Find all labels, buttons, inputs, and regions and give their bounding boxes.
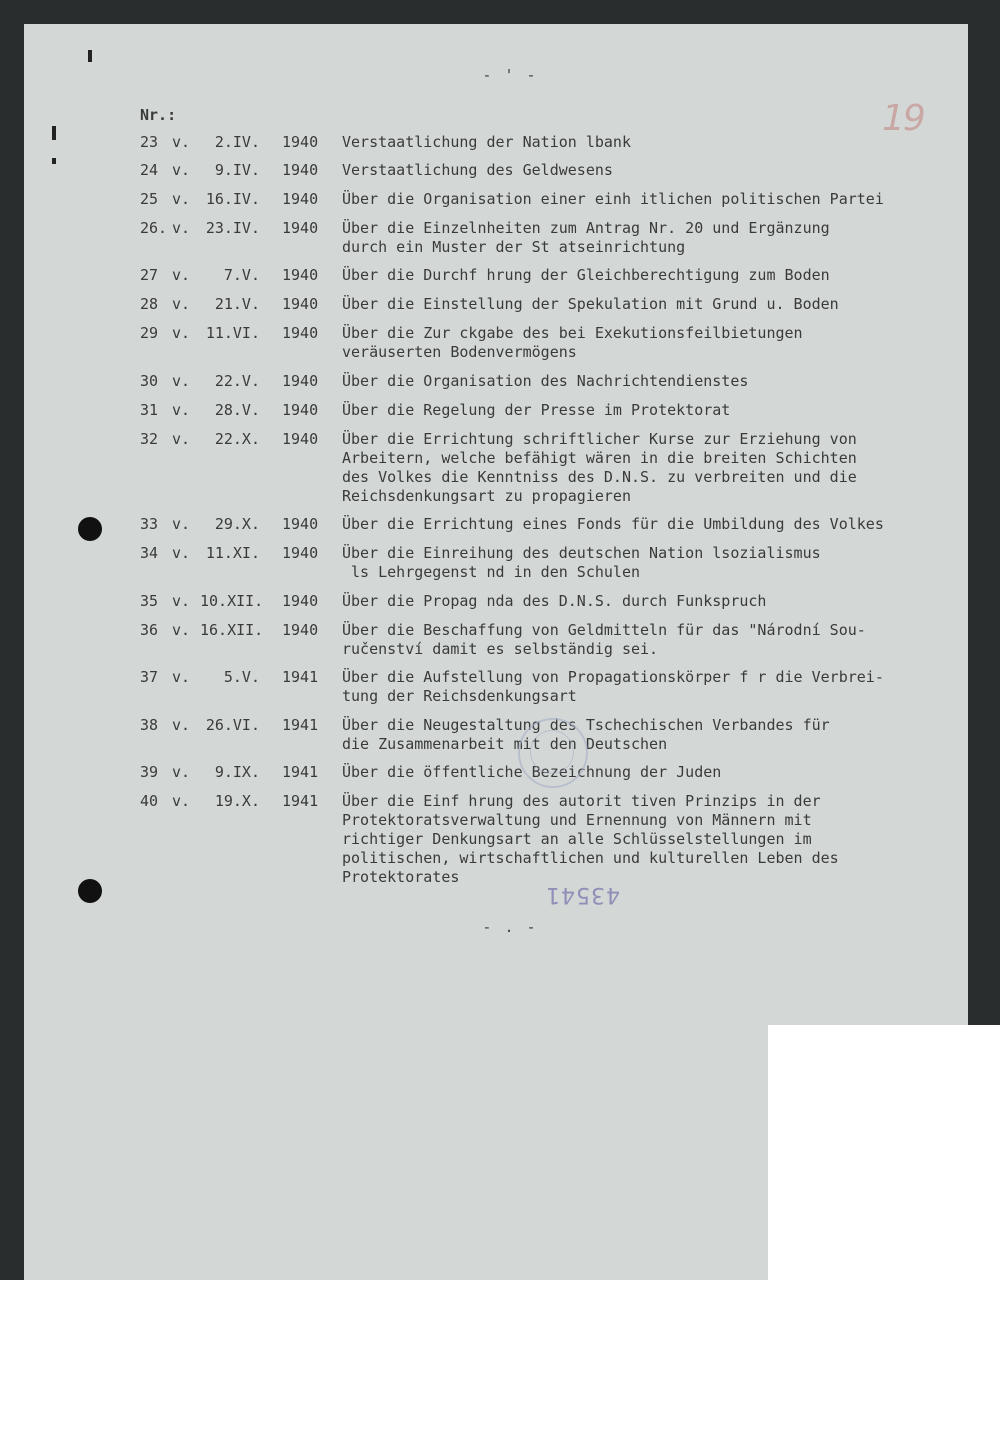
header-label: Nr.: xyxy=(140,106,177,124)
entry-prefix: v. xyxy=(172,792,191,810)
inventory-number-stamp: 43541 xyxy=(545,882,620,907)
entry-date: 23.IV. xyxy=(205,219,260,237)
entry-date: 9.IV. xyxy=(214,161,260,179)
entry-year: 1941 xyxy=(282,763,319,781)
entry-number: 40 xyxy=(140,792,159,810)
entry-number: 25 xyxy=(140,190,159,208)
bottom-page-marker: - . - xyxy=(482,918,538,936)
entry-date: 19.X. xyxy=(214,792,260,810)
entry-text: Über die Zur ckgabe des bei Exekutionsfeilbietungen veräuserten Bodenvermögens xyxy=(342,324,803,361)
entry-text: Über die Organisation einer einh itlichen politischen Partei xyxy=(342,190,884,208)
entry-prefix: v. xyxy=(172,190,191,208)
entry-date: 22.X. xyxy=(214,430,260,448)
entry-number: 28 xyxy=(140,295,159,313)
entry-year: 1941 xyxy=(282,668,319,686)
entry-prefix: v. xyxy=(172,295,191,313)
entry-number: 34 xyxy=(140,544,159,562)
entry-date: 2.IV. xyxy=(214,133,260,151)
entry-prefix: v. xyxy=(172,621,191,639)
entry-date: 5.V. xyxy=(223,668,260,686)
entry-year: 1940 xyxy=(282,161,319,179)
margin-mark xyxy=(52,158,56,164)
entry-number: 32 xyxy=(140,430,159,448)
entry-date: 9.IX. xyxy=(214,763,260,781)
entry-year: 1940 xyxy=(282,266,319,284)
entry-prefix: v. xyxy=(172,430,191,448)
entry-text: Verstaatlichung der Nation lbank xyxy=(342,133,631,151)
entry-number: 33 xyxy=(140,515,159,533)
entry-number: 36 xyxy=(140,621,159,639)
entry-date: 29.X. xyxy=(214,515,260,533)
punch-hole xyxy=(78,517,102,541)
entry-prefix: v. xyxy=(172,544,191,562)
scan-backdrop-right xyxy=(968,0,1000,1025)
entry-year: 1940 xyxy=(282,621,319,639)
entry-text: Über die Neugestaltung des Tschechischen Verbandes für die Zusammenarbeit mit den Deutschen xyxy=(342,716,830,753)
entry-prefix: v. xyxy=(172,515,191,533)
entry-text: Über die öffentliche Bezeichnung der Juden xyxy=(342,763,722,781)
entry-year: 1940 xyxy=(282,401,319,419)
entry-text: Verstaatlichung des Geldwesens xyxy=(342,161,613,179)
entry-number: 29 xyxy=(140,324,159,342)
entry-prefix: v. xyxy=(172,401,191,419)
entry-prefix: v. xyxy=(172,668,191,686)
entry-prefix: v. xyxy=(172,161,191,179)
entry-number: 38 xyxy=(140,716,159,734)
entry-text: Über die Beschaffung von Geldmitteln für das "Národní Sou- ručenství damit es selbständig sei. xyxy=(342,621,866,658)
entry-text: Über die Propag nda des D.N.S. durch Funkspruch xyxy=(342,592,767,610)
entry-date: 28.V. xyxy=(214,401,260,419)
entry-text: Über die Aufstellung von Propagationskörper f r die Verbrei- tung der Reichsdenkungsart xyxy=(342,668,884,705)
entry-year: 1940 xyxy=(282,295,319,313)
entry-number: 24 xyxy=(140,161,159,179)
entry-year: 1940 xyxy=(282,544,319,562)
entry-year: 1940 xyxy=(282,372,319,390)
entry-prefix: v. xyxy=(172,324,191,342)
entry-date: 16.IV. xyxy=(205,190,260,208)
entry-date: 11.XI. xyxy=(205,544,260,562)
entry-year: 1940 xyxy=(282,430,319,448)
margin-mark xyxy=(88,50,92,62)
entry-prefix: v. xyxy=(172,763,191,781)
entry-prefix: v. xyxy=(172,266,191,284)
entry-text: Über die Einf hrung des autorit tiven Prinzips in der Protektoratsverwaltung und Ernennung von Männern mit richtiger Denkungsart an alle Schlüsselstellungen im politischen, wirtschaftlichen und kulturellen Leben des Protektorates xyxy=(342,792,839,886)
entry-number: 31 xyxy=(140,401,159,419)
entry-text: Über die Durchf hrung der Gleichberechtigung zum Boden xyxy=(342,266,830,284)
entry-date: 16.XII. xyxy=(200,621,264,639)
entry-prefix: v. xyxy=(172,716,191,734)
entry-text: Über die Einzelnheiten zum Antrag Nr. 20 und Ergänzung durch ein Muster der St atseinrichtung xyxy=(342,219,830,256)
punch-hole xyxy=(78,879,102,903)
entry-text: Über die Regelung der Presse im Protektorat xyxy=(342,401,731,419)
entry-number: 26. xyxy=(140,219,168,237)
margin-mark xyxy=(52,126,56,140)
entry-date: 10.XII. xyxy=(200,592,264,610)
entry-year: 1940 xyxy=(282,515,319,533)
entry-text: Über die Errichtung eines Fonds für die Umbildung des Volkes xyxy=(342,515,884,533)
entry-year: 1940 xyxy=(282,592,319,610)
blank-area xyxy=(768,1025,1000,1285)
entry-date: 7.V. xyxy=(223,266,260,284)
entry-prefix: v. xyxy=(172,592,191,610)
entry-text: Über die Organisation des Nachrichtendienstes xyxy=(342,372,749,390)
handwritten-page-number: 19 xyxy=(882,98,924,139)
entry-number: 30 xyxy=(140,372,159,390)
top-page-marker: - ' - xyxy=(482,66,538,84)
entry-number: 27 xyxy=(140,266,159,284)
entry-number: 35 xyxy=(140,592,159,610)
entry-year: 1940 xyxy=(282,324,319,342)
entry-prefix: v. xyxy=(172,219,191,237)
entry-prefix: v. xyxy=(172,133,191,151)
entry-date: 26.VI. xyxy=(205,716,260,734)
faded-stamp xyxy=(518,718,588,788)
entry-text: Über die Errichtung schriftlicher Kurse zur Erziehung von Arbeitern, welche befähigt wären in die breiten Schichten des Volkes die Kenntniss des D.N.S. zu verbreiten und die Reichsdenkungsart zu propagieren xyxy=(342,430,857,505)
entry-year: 1940 xyxy=(282,219,319,237)
entry-text: Über die Einstellung der Spekulation mit Grund u. Boden xyxy=(342,295,839,313)
entry-year: 1940 xyxy=(282,133,319,151)
entry-date: 22.V. xyxy=(214,372,260,390)
entry-prefix: v. xyxy=(172,372,191,390)
entry-text: Über die Einreihung des deutschen Nation lsozialismus ls Lehrgegenst nd in den Schulen xyxy=(342,544,821,581)
entry-year: 1940 xyxy=(282,190,319,208)
entry-number: 23 xyxy=(140,133,159,151)
entry-date: 21.V. xyxy=(214,295,260,313)
entry-number: 39 xyxy=(140,763,159,781)
entry-date: 11.VI. xyxy=(205,324,260,342)
entry-number: 37 xyxy=(140,668,159,686)
entry-year: 1941 xyxy=(282,792,319,810)
entry-year: 1941 xyxy=(282,716,319,734)
